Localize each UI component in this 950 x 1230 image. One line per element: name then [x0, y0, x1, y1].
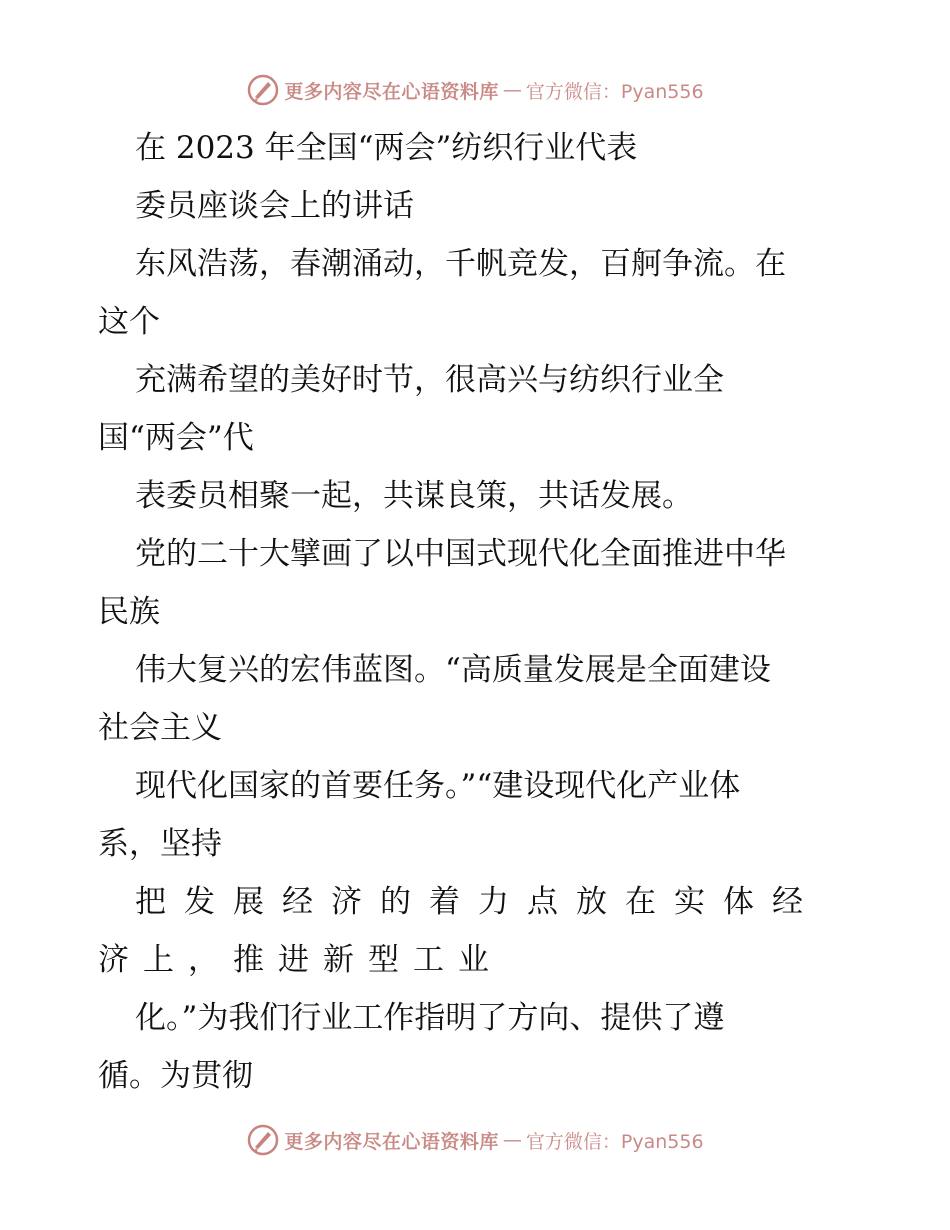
- banner-separator: —: [502, 79, 522, 101]
- paragraph-line: 社会主义: [98, 710, 222, 746]
- paragraph-line: 现代化国家的首要任务。”“建设现代化产业体: [135, 768, 741, 804]
- title-line-2: 委员座谈会上的讲话: [135, 188, 414, 224]
- paragraph-line: 循。为贯彻: [98, 1058, 253, 1094]
- banner-main-text: 更多内容尽在心语资料库: [284, 80, 499, 103]
- brand-logo-icon: [246, 73, 280, 107]
- paragraph-line: 伟大复兴的宏伟蓝图。“高质量发展是全面建设: [135, 652, 771, 688]
- paragraph-line: 济上，推进新型工业: [98, 942, 503, 978]
- banner-wechat-text: 官方微信：Pyan556: [525, 1130, 704, 1153]
- paragraph-line: 化。”为我们行业工作指明了方向、提供了遵: [135, 1000, 725, 1036]
- paragraph-line: 系，坚持: [98, 826, 222, 862]
- paragraph-line: 表委员相聚一起，共谋良策，共话发展。: [135, 478, 693, 514]
- title-line-1: 在 2023 年全国“两会”纺织行业代表: [135, 130, 638, 166]
- paragraph-line: 充满希望的美好时节，很高兴与纺织行业全: [135, 362, 724, 398]
- banner-separator: —: [502, 1129, 522, 1151]
- banner-wechat-text: 官方微信：Pyan556: [525, 80, 704, 103]
- paragraph-line: 把发展经济的着力点放在实体经: [135, 884, 821, 920]
- paragraph-line: 党的二十大擘画了以中国式现代化全面推进中华: [135, 536, 786, 572]
- banner-main-text: 更多内容尽在心语资料库: [284, 1130, 499, 1153]
- brand-logo-icon: [246, 1123, 280, 1157]
- paragraph-line: 这个: [98, 304, 160, 340]
- paragraph-line: 东风浩荡，春潮涌动，千帆竞发，百舸争流。在: [135, 246, 786, 282]
- paragraph-line: 民族: [98, 594, 160, 630]
- footer-banner: [0, 1120, 950, 1160]
- header-banner: [0, 70, 950, 110]
- paragraph-line: 国“两会”代: [98, 420, 254, 456]
